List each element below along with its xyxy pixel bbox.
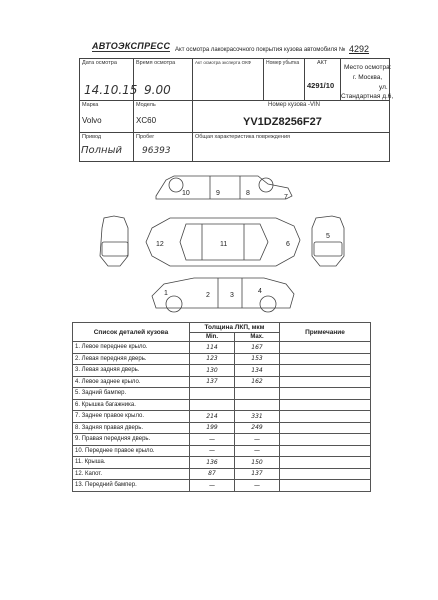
place-street-label: ул. [379, 84, 388, 91]
diagram-label-1: 1 [164, 290, 168, 297]
part-name: 12. Капот. [73, 468, 190, 480]
time-cell [134, 59, 193, 101]
note-cell [280, 399, 371, 411]
date-label: Дата осмотра [82, 60, 117, 66]
note-cell [280, 342, 371, 354]
car-rear-outline [312, 216, 344, 266]
table-row [73, 353, 371, 365]
note-cell [280, 388, 371, 400]
col-max-header: Max. [235, 333, 280, 342]
place-label: Место осмотра: [344, 64, 392, 71]
place-street: Стандартная д.6, [341, 93, 394, 100]
diagram-label-11: 11 [220, 241, 228, 248]
min-value: — [190, 445, 235, 457]
model-value: XC60 [136, 116, 157, 125]
act-cell [305, 59, 341, 101]
diagram-label-5: 5 [326, 233, 330, 240]
table-row [73, 434, 371, 446]
table-row [73, 388, 371, 400]
table-row [73, 445, 371, 457]
note-cell [280, 376, 371, 388]
car-wheel [259, 178, 273, 192]
parts-table-body [73, 342, 371, 492]
diagram-label-3: 3 [230, 292, 234, 299]
part-name: 5. Задний бампер. [73, 388, 190, 400]
min-value: 214 [190, 411, 235, 423]
document-number: 4292 [349, 44, 370, 54]
max-value: 162 [235, 376, 280, 388]
min-value: 87 [190, 468, 235, 480]
expert-cell [193, 59, 264, 101]
part-name: 1. Левое переднее крыло. [73, 342, 190, 354]
table-row [73, 376, 371, 388]
table-row [73, 480, 371, 492]
max-value: — [235, 434, 280, 446]
car-right-side-outline [156, 176, 292, 199]
note-cell [280, 365, 371, 377]
min-value: 199 [190, 422, 235, 434]
note-cell [280, 353, 371, 365]
diagram-label-8: 8 [246, 190, 250, 197]
col-min-header: Min. [190, 333, 235, 342]
part-name: 13. Передний бампер. [73, 480, 190, 492]
mileage-value: 96393 [142, 146, 171, 156]
car-left-side-outline [152, 278, 294, 308]
table-row [73, 399, 371, 411]
act-label: АКТ [317, 60, 328, 66]
mileage-cell [134, 133, 193, 162]
mileage-label: Пробег [136, 134, 155, 140]
order-cell [264, 59, 305, 101]
date-cell [80, 59, 138, 101]
damage-cell [193, 133, 390, 162]
diagram-label-12: 12 [156, 241, 164, 248]
min-value: — [190, 480, 235, 492]
max-value: 249 [235, 422, 280, 434]
time-label: Время осмотра [136, 60, 176, 66]
min-value: 123 [190, 353, 235, 365]
model-label: Модель [136, 102, 156, 108]
col-thickness-header: Толщина ЛКП, мкм [190, 323, 280, 333]
part-name: 3. Левая задняя дверь. [73, 365, 190, 377]
min-value: 114 [190, 342, 235, 354]
part-name: 7. Заднее правое крыло. [73, 411, 190, 423]
car-front-outline [100, 216, 128, 266]
place-city: г. Москва, [353, 74, 383, 81]
drive-cell [80, 133, 134, 162]
car-wheel [169, 178, 183, 192]
note-cell [280, 468, 371, 480]
table-row [73, 457, 371, 469]
min-value: 136 [190, 457, 235, 469]
max-value: 134 [235, 365, 280, 377]
note-cell [280, 457, 371, 469]
col-note-header: Примечание [280, 323, 371, 342]
brand-cell [80, 101, 134, 133]
order-label: Номер убытка [266, 60, 300, 66]
max-value [235, 388, 280, 400]
max-value: 167 [235, 342, 280, 354]
expert-label: Акт осмотра эксперта ОКФ [195, 60, 251, 65]
brand-label: Марка [82, 102, 99, 108]
min-value: 130 [190, 365, 235, 377]
note-cell [280, 422, 371, 434]
drive-label: Привод [82, 134, 102, 140]
vin-cell [193, 101, 390, 133]
min-value: — [190, 434, 235, 446]
max-value: — [235, 445, 280, 457]
col-list-header: Список деталей кузова [73, 323, 190, 342]
max-value: — [235, 480, 280, 492]
diagram-label-10: 10 [182, 190, 190, 197]
part-name: 8. Задняя правая дверь. [73, 422, 190, 434]
diagram-label-9: 9 [216, 190, 220, 197]
model-cell [134, 101, 193, 133]
place-cell [341, 59, 394, 101]
act-value: 4291/10 [307, 81, 335, 90]
time-value: 9.00 [144, 83, 171, 97]
document-title: Акт осмотра лакокрасочного покрытия кузова автомобиля № [175, 47, 346, 53]
brand-value: Volvo [82, 116, 102, 125]
part-name: 9. Правая передняя дверь. [73, 434, 190, 446]
part-name: 6. Крышка багажника. [73, 399, 190, 411]
part-name: 10. Переднее правое крыло. [73, 445, 190, 457]
table-row [73, 422, 371, 434]
min-value [190, 388, 235, 400]
date-value: 14.10.15 [84, 83, 138, 97]
max-value: 331 [235, 411, 280, 423]
diagram-label-6: 6 [286, 241, 290, 248]
max-value: 137 [235, 468, 280, 480]
note-cell [280, 480, 371, 492]
diagram-label-2: 2 [206, 292, 210, 299]
car-wheel [166, 296, 182, 312]
diagram-label-7: 7 [284, 194, 288, 201]
table-row [73, 468, 371, 480]
max-value [235, 399, 280, 411]
company-logo: АВТОЭКСПРЕСС [92, 41, 171, 51]
vin-value: YV1DZ8256F27 [243, 116, 322, 128]
note-cell [280, 434, 371, 446]
car-diagram [90, 166, 350, 316]
part-name: 4. Левое заднее крыло. [73, 376, 190, 388]
part-name: 11. Крыша. [73, 457, 190, 469]
note-cell [280, 445, 371, 457]
max-value: 153 [235, 353, 280, 365]
table-row [73, 365, 371, 377]
table-row [73, 342, 371, 354]
parts-table [72, 322, 371, 492]
drive-value: Полный [81, 145, 122, 156]
car-wheel [260, 296, 276, 312]
table-row [73, 411, 371, 423]
damage-label: Общая характеристика повреждения [195, 134, 291, 140]
max-value: 150 [235, 457, 280, 469]
part-name: 2. Левая передняя дверь. [73, 353, 190, 365]
diagram-label-4: 4 [258, 288, 262, 295]
header-form [79, 58, 394, 162]
min-value: 137 [190, 376, 235, 388]
note-cell [280, 411, 371, 423]
min-value [190, 399, 235, 411]
vin-label: Номер кузова -VIN [268, 102, 320, 108]
